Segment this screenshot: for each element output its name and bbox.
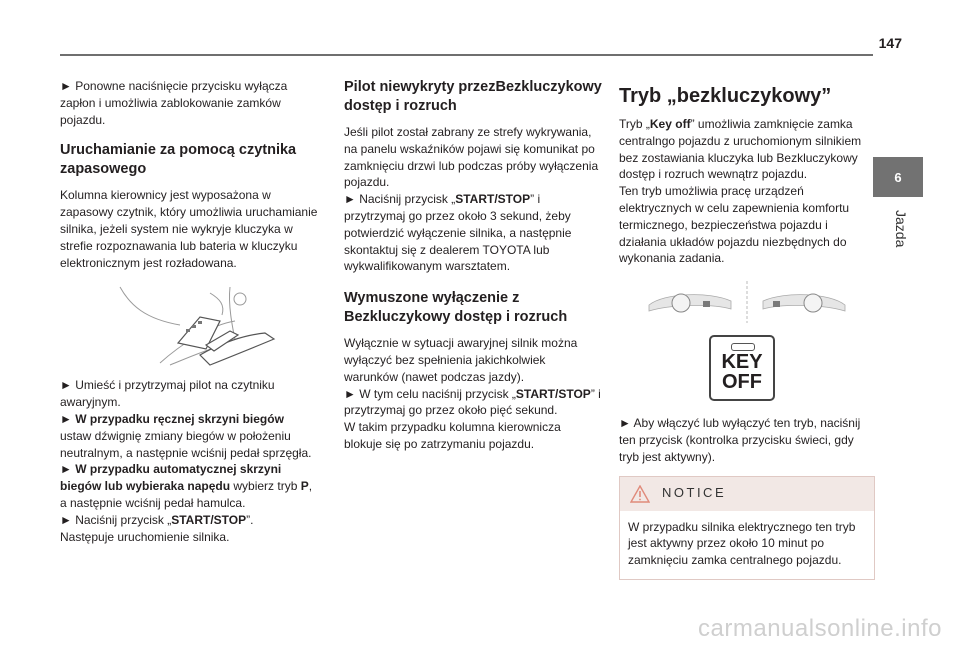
step-automatic-gearbox-text: wybierz tryb — [230, 479, 301, 494]
step-automatic-gearbox-label: ► W przypadku automatycznej skrzyni biegów lub wybieraka napędu — [60, 462, 282, 494]
chapter-tab[interactable] — [873, 157, 923, 197]
heading-key-undetected: Pilot niewykryty przezBezkluczykowy dostęp i rozruch — [344, 79, 602, 114]
notice-header — [620, 477, 874, 511]
step-place-key: ► Umieść i przytrzymaj pilot na czytniku awaryjnym. — [60, 378, 275, 410]
notice-body: W przypadku silnika elektrycznego ten tryb jest aktywny przez około 10 minut po zamknięciu zamka centralnego pojazdu. — [628, 519, 856, 568]
paragraph-spare-reader: Kolumna kierownicy jest wyposażona w zapasowy czytnik, który umożliwia uruchamianie silnika, jeżeli system nie wykryje kluczyka w strefie rozpoznawania lub bateria w kluczyku elektronicznym jest rozładowana. — [60, 188, 318, 270]
heading-keyless-mode: Tryb „bezkluczykowy” — [619, 85, 832, 107]
step-manual-gearbox-text: ustaw dźwignię zmiany biegów w położeniu neutralnym, a następnie wciśnij pedał sprzęgła. — [60, 428, 312, 460]
column-left — [60, 78, 318, 545]
heading-forced-stop: Wymuszone wyłączenie z Bezkluczykowy dostęp i rozruch — [344, 290, 568, 326]
watermark: carmanualsonline.info — [698, 615, 942, 642]
step-automatic-gearbox — [60, 461, 318, 511]
step-hold-start-pre: ► W tym celu naciśnij przycisk „ — [344, 386, 516, 401]
column-right — [619, 84, 875, 580]
step-press-start-post: ”. — [246, 512, 254, 527]
header-rule — [60, 54, 873, 56]
key-off-button-illustration — [709, 335, 775, 401]
key-off-label-line2: OFF — [722, 371, 762, 394]
step-confirm-stop-pre: ► Naciśnij przycisk „ — [344, 192, 456, 207]
start-stop-label: START/STOP — [455, 192, 531, 207]
step-hold-start — [344, 386, 602, 420]
column-middle — [344, 78, 602, 453]
dashboard-illustration — [619, 279, 875, 325]
step-press-start-pre: ► Naciśnij przycisk „ — [60, 512, 172, 527]
key-off-label-line1: KEY — [721, 351, 763, 374]
paragraph-electrical-devices: Ten tryb umożliwia pracę urządzeń elektrycznych w celu zapewnienia komfortu termicznego, bezpieczeństwa pojazdu i działania układów pojazdu niezbędnych do wykonania zadania. — [619, 184, 850, 266]
key-off-indicator-icon — [731, 343, 755, 351]
step-automatic-gearbox-rest: , a następnie wciśnij pedał hamulca. — [60, 479, 313, 510]
paragraph-key-undetected: Jeśli pilot został zabrany ze strefy wykrywania, na panelu wskaźników pojawi się komunikat po zamknięciu drzwi lub podczas próby wyłączenia pojazdu. — [344, 125, 599, 190]
steering-lock-note: W takim przypadku kolumna kierownicza blokuje się po zatrzymaniu pojazdu. — [344, 420, 561, 451]
step-hold-start-post: ” i przytrzymaj go przez około pięć sekund. — [344, 386, 601, 418]
step-confirm-stop-post: ” i przytrzymaj go przez około 3 sekund, żeby potwierdzić wyłączenie silnika, a następnie skontaktuj się z dealerem TOYOTA lub wykwalifikowanym warsztatem. — [344, 192, 572, 274]
step-manual-gearbox-label: ► W przypadku ręcznej skrzyni biegów — [60, 411, 284, 426]
step-confirm-stop — [344, 191, 602, 275]
chapter-label — [889, 210, 919, 290]
chapter-number: 6 — [894, 169, 902, 185]
heading-spare-reader: Uruchamianie za pomocą czytnika zapasowego — [60, 142, 297, 178]
start-stop-label: START/STOP — [171, 512, 247, 527]
warning-icon — [630, 485, 650, 503]
paragraph-key-off-post: ” umożliwia zamknięcie zamka centralngo pojazdu z uruchomionym silnikiem bez zostawiania kluczyka lub Bezkluczykowy dostęp i rozruch wewnątrz pojazdu. — [619, 117, 862, 182]
page-number: 147 — [878, 35, 902, 51]
start-stop-label: START/STOP — [515, 386, 591, 401]
paragraph-ignition-off: ► Ponowne naciśnięcie przycisku wyłącza zapłon i umożliwia zablokowanie zamków pojazdu. — [60, 79, 288, 127]
engine-starts: Następuje uruchomienie silnika. — [60, 529, 230, 544]
chapter-label-text: Jazda — [893, 210, 909, 248]
notice-title: NOTICE — [662, 485, 727, 501]
paragraph-key-off — [619, 116, 875, 183]
step-toggle-mode: ► Aby włączyć lub wyłączyć ten tryb, naciśnij ten przycisk (kontrolka przycisku świeci, gdy tryb jest aktywny). — [619, 416, 861, 464]
notice-box — [619, 476, 875, 580]
step-press-start — [60, 512, 318, 529]
paragraph-key-off-pre: Tryb „ — [619, 117, 650, 131]
paragraph-forced-stop: Wyłącznie w sytuacji awaryjnej silnik można wyłączyć bez spełnienia jakichkolwiek warunków (nawet podczas jazdy). — [344, 336, 578, 384]
spare-reader-illustration — [60, 285, 318, 369]
gear-p: P — [300, 479, 309, 494]
key-off-mode: Key off — [649, 117, 691, 131]
step-manual-gearbox — [60, 411, 318, 461]
